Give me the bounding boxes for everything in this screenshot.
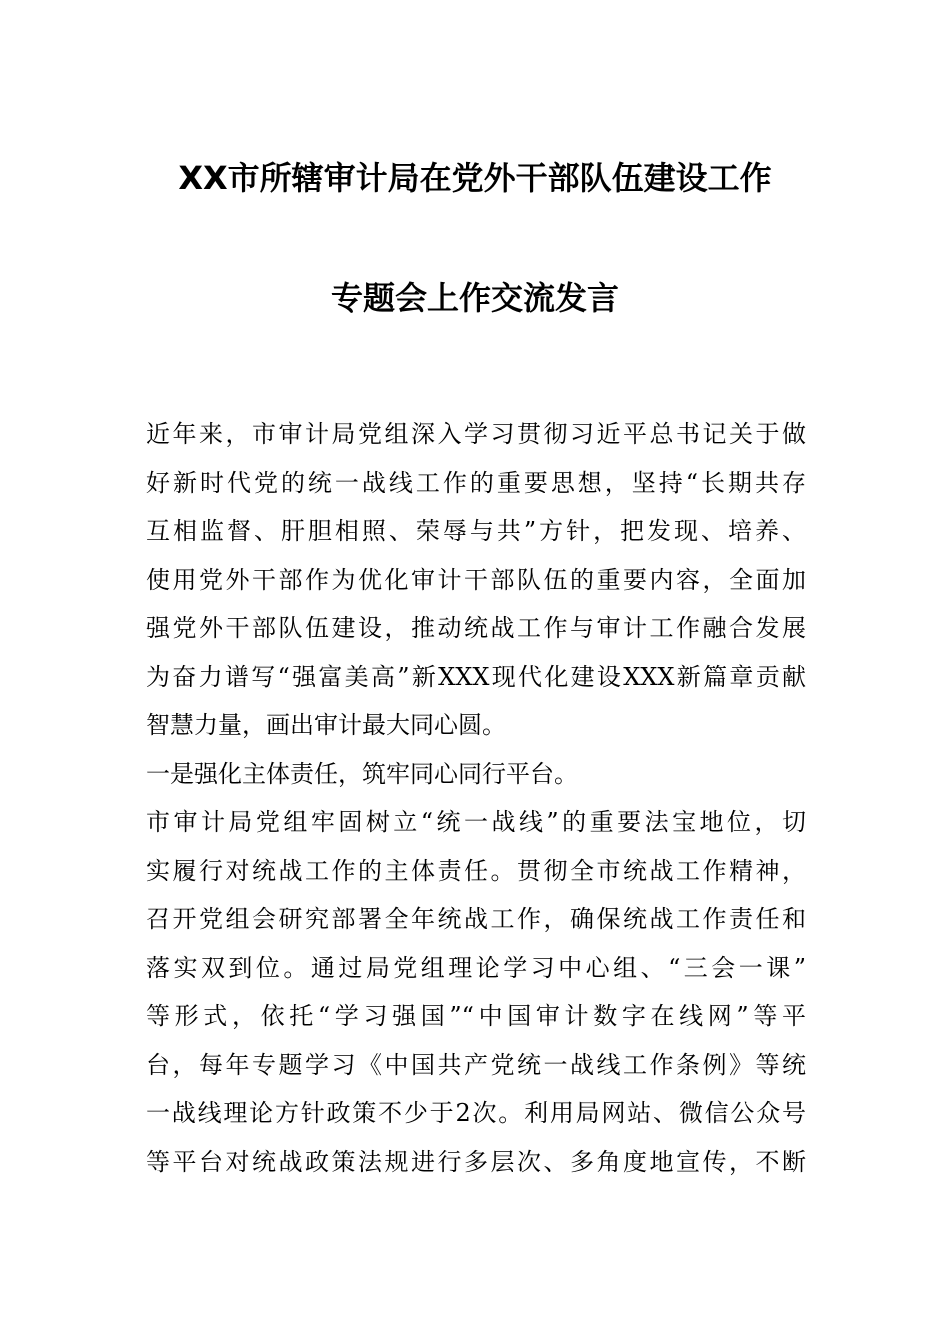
body-line: 等形式，依托“学习强国”“中国审计数字在线网”等平 (146, 1002, 806, 1030)
body-line: 召开党组会研究部署全年统战工作，确保统战工作责任和 (146, 905, 806, 933)
body-line: 市审计局党组牢固树立“统一战线”的重要法宝地位，切 (146, 808, 806, 836)
section-heading: 一是强化主体责任，筑牢同心同行平台。 (146, 759, 578, 788)
body-line: 互相监督、肝胆相照、荣辱与共”方针，把发现、培养、 (146, 517, 806, 545)
body-line: 近年来，市审计局党组深入学习贯彻习近平总书记关于做 (146, 420, 806, 448)
body-line: 落实双到位。通过局党组理论学习中心组、“三会一课” (146, 953, 806, 982)
body-line: 为奋力谱写“强富美高”新XXX现代化建设XXX新篇章贡献 (146, 662, 806, 691)
body-line: 一战线理论方针政策不少于2次。利用局网站、微信公众号 (146, 1099, 806, 1127)
body-line: 好新时代党的统一战线工作的重要思想，坚持“长期共存 (146, 468, 806, 497)
body-line: 使用党外干部作为优化审计干部队伍的重要内容，全面加 (146, 565, 806, 594)
body-line: 实履行对统战工作的主体责任。贯彻全市统战工作精神， (146, 856, 806, 885)
body-line: 智慧力量，画出审计最大同心圆。 (146, 711, 506, 739)
document-body (146, 410, 806, 1186)
document-title-line-2: 专题会上作交流发言 (330, 279, 619, 317)
document-title-line-1: XX市所辖审计局在党外干部队伍建设工作 (178, 159, 772, 197)
body-line: 强党外干部队伍建设，推动统战工作与审计工作融合发展 (146, 614, 806, 642)
body-line: 等平台对统战政策法规进行多层次、多角度地宣传，不断 (146, 1147, 806, 1176)
body-line: 台，每年专题学习《中国共产党统一战线工作条例》等统 (146, 1050, 806, 1079)
